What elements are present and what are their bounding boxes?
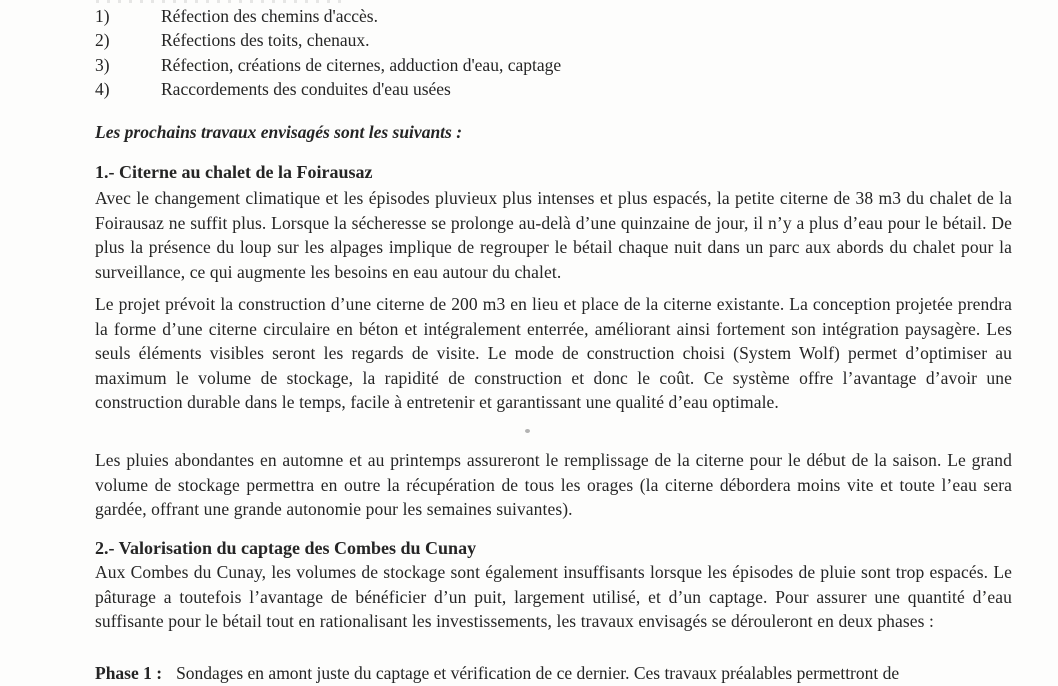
phase1-label: Phase 1 : <box>95 663 163 683</box>
list-item-number: 3) <box>95 54 110 75</box>
section1-paragraph-1: Avec le changement climatique et les épisodes pluvieux plus intenses et plus espacés, la petite citerne de 38 m3 du chalet de la Foirausaz ne suffit plus. Lorsque la sécheresse se prolonge au-delà d’une quinzaine de jour, il n’y a plus d’eau pour le bétail. De plus la présence du loup sur les alpages implique de regrouper le bétail chaque nuit dans un parc aux abords du chalet pour la surveillance, ce qui augmente les besoins en eau autour du chalet. <box>95 188 1012 282</box>
list-item-text: Réfection, créations de citernes, adduction d'eau, captage <box>161 54 562 75</box>
list-item <box>95 53 1012 77</box>
phase1-line-cutoff <box>95 661 1012 686</box>
list-item-text: Réfection des chemins d'accès. <box>161 6 378 26</box>
list-item-number: 1) <box>95 6 110 26</box>
phase1-text: Sondages en amont juste du captage et vérification de ce dernier. Ces travaux préalables permettront de <box>176 663 900 683</box>
intro-heading: Les prochains travaux envisagés sont les suivants : <box>95 122 463 142</box>
section2-title: 2.- Valorisation du captage des Combes du Cunay <box>95 538 477 558</box>
works-list <box>95 4 1012 101</box>
section1-paragraph-3: Les pluies abondantes en automne et au printemps assureront le remplissage de la citerne pour le début de la saison. Le grand volume de stockage permettra en outre la récupération de tous les orages (la citerne débordera moins vite et toute l’eau sera gardée, offrant une grande autonomie pour les semaines suivantes). <box>95 450 1012 519</box>
list-item <box>95 4 1012 28</box>
list-item-text: Raccordements des conduites d'eau usées <box>161 78 451 99</box>
scan-artifact-top <box>96 0 346 3</box>
list-item-number: 4) <box>95 78 110 99</box>
list-item-number: 2) <box>95 30 110 51</box>
section1-paragraph-2: Le projet prévoit la construction d’une citerne de 200 m3 en lieu et place de la citerne existante. La conception projetée prendra la forme d’une citerne circulaire en béton et intégralement enterrée, améliorant ainsi fortement son intégration paysagère. Les seuls éléments visibles seront les regards de visite. Le mode de construction choisi (System Wolf) permet d’optimiser au maximum le volume de stockage, la rapidité de construction et donc le coût. Ce système offre l’avantage d’avoir une construction durable dans le temps, facile à entretenir et garantissant une qualité d’eau optimale. <box>95 294 1012 412</box>
section2-paragraph-1: Aux Combes du Cunay, les volumes de stockage sont également insuffisants lorsque les épisodes de pluie sont trop espacés. Le pâturage a toutefois l’avantage de bénéficier d’un puit, largement utilisé, et d’un captage. Pour assurer une quantité d’eau suffisante pour le bétail tout en rationalisant les investissements, les travaux envisagés se dérouleront en deux phases : <box>95 562 1012 631</box>
list-item <box>95 28 1012 52</box>
section1-title: 1.- Citerne au chalet de la Foirausaz <box>95 162 373 182</box>
list-item-text: Réfections des toits, chenaux. <box>161 30 370 51</box>
list-item <box>95 77 1012 101</box>
scan-artifact-dot <box>525 429 530 433</box>
